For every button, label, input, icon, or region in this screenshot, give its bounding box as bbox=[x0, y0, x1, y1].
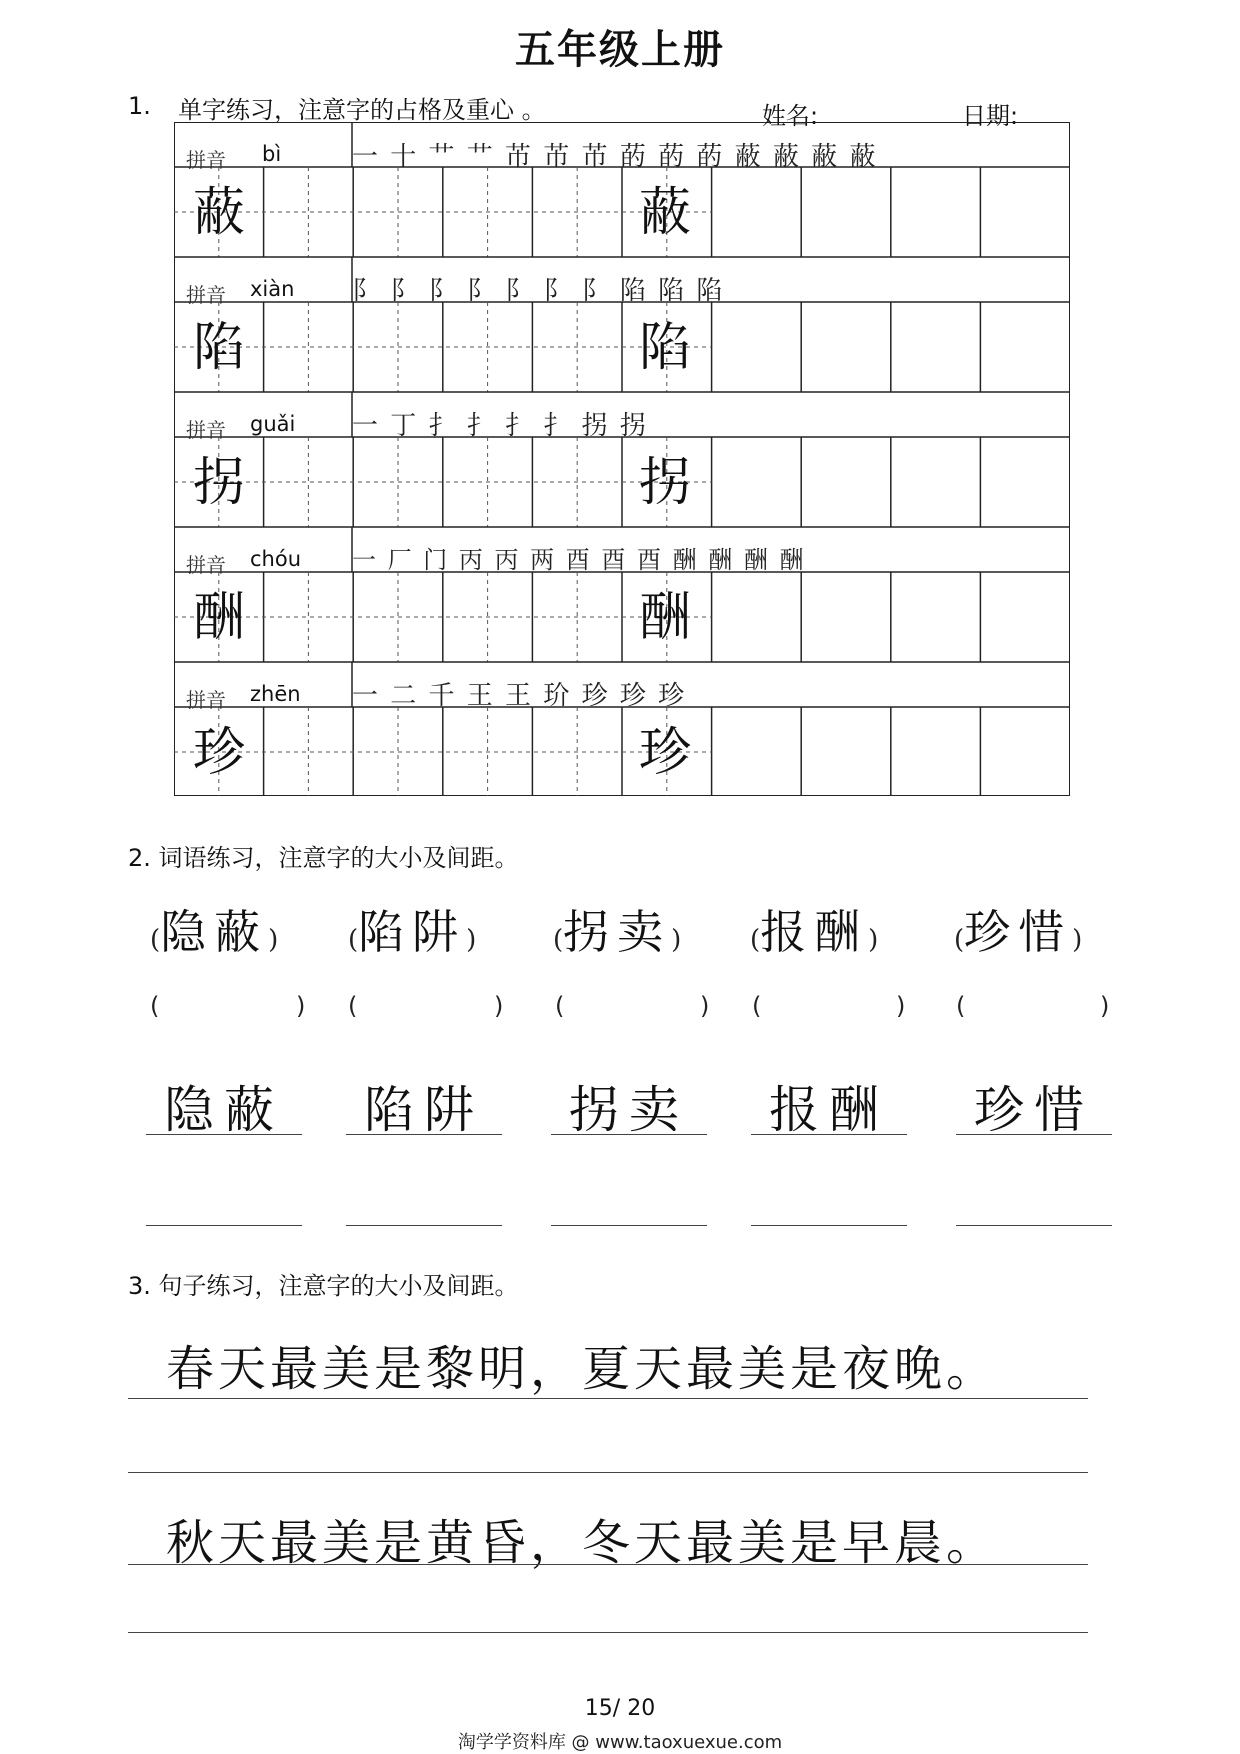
write-line[interactable] bbox=[346, 1225, 502, 1226]
blank-close-paren: ) bbox=[1100, 992, 1110, 1020]
pinyin-label: 拼音 bbox=[186, 283, 226, 307]
pinyin-label: 拼音 bbox=[186, 148, 226, 172]
copy-underline bbox=[146, 1134, 302, 1135]
date-label: 日期: bbox=[962, 102, 1019, 130]
open-paren: ( bbox=[553, 925, 564, 955]
pinyin-value: guǎi bbox=[250, 412, 296, 436]
pinyin-label: 拼音 bbox=[186, 418, 226, 442]
blank-close-paren: ) bbox=[494, 992, 504, 1020]
model-word bbox=[954, 896, 1082, 962]
trace-character: 拐 bbox=[638, 453, 691, 513]
write-line[interactable] bbox=[956, 1225, 1112, 1226]
model-character: 珍 bbox=[192, 723, 245, 783]
open-paren: ( bbox=[348, 925, 359, 955]
copy-underline bbox=[551, 1134, 707, 1135]
model-sentence: 秋天最美是黄昏，冬天最美是早晨。 bbox=[166, 1515, 999, 1571]
pinyin-label: 拼音 bbox=[186, 688, 226, 712]
blank-close-paren: ) bbox=[700, 992, 710, 1020]
copy-word: 陷阱 bbox=[364, 1081, 484, 1139]
trace-character: 酬 bbox=[638, 588, 691, 648]
trace-character: 陷 bbox=[638, 318, 691, 378]
write-line[interactable] bbox=[551, 1225, 707, 1226]
pinyin-value: bì bbox=[262, 142, 282, 166]
pinyin-label: 拼音 bbox=[186, 553, 226, 577]
open-paren: ( bbox=[150, 925, 161, 955]
close-paren: ) bbox=[868, 925, 879, 955]
page-title: 五年级上册 bbox=[515, 27, 725, 73]
blank-close-paren: ) bbox=[296, 992, 306, 1020]
blank-close-paren: ) bbox=[896, 992, 906, 1020]
blank-open-paren: ( bbox=[956, 992, 966, 1020]
page-number: 15/ 20 bbox=[584, 1696, 656, 1721]
trace-character: 蔽 bbox=[638, 183, 691, 243]
stroke-order: 一 厂 门 丙 丙 两 酉 酉 酉 酬 酬 酬 酬 bbox=[352, 546, 806, 574]
stroke-order: 一 十 艹 艹 芇 芇 芇 菂 菂 菂 蔽 蔽 蔽 蔽 bbox=[352, 142, 878, 172]
stroke-order: 一 二 千 王 王 玠 珍 珍 珍 bbox=[352, 681, 687, 711]
write-line[interactable] bbox=[751, 1225, 907, 1226]
blank-open-paren: ( bbox=[555, 992, 565, 1020]
copy-word: 隐蔽 bbox=[164, 1081, 284, 1139]
word-text: 拐卖 bbox=[563, 905, 672, 959]
word-text: 陷阱 bbox=[358, 905, 467, 959]
section1-number: 1. bbox=[128, 92, 151, 120]
trace-character: 珍 bbox=[638, 723, 691, 783]
model-word bbox=[348, 896, 476, 962]
word-text: 珍惜 bbox=[964, 905, 1073, 959]
pinyin-value: zhēn bbox=[250, 682, 301, 706]
sentence-underline bbox=[128, 1398, 1088, 1399]
model-character: 陷 bbox=[192, 318, 245, 378]
copy-underline bbox=[751, 1134, 907, 1135]
stroke-order: 一 丁 扌 扌 扌 扌 拐 拐 bbox=[352, 411, 648, 441]
pinyin-value: chóu bbox=[250, 547, 302, 571]
model-word bbox=[553, 896, 681, 962]
close-paren: ) bbox=[671, 925, 682, 955]
footer-watermark: 淘学学资料库 @ www.taoxuexue.com bbox=[457, 1732, 783, 1753]
word-text: 报酬 bbox=[760, 905, 869, 959]
copy-word: 珍惜 bbox=[974, 1081, 1094, 1139]
copy-underline bbox=[956, 1134, 1112, 1135]
blank-open-paren: ( bbox=[752, 992, 762, 1020]
word-text: 隐蔽 bbox=[160, 905, 269, 959]
section3-title: 3. 句子练习，注意字的大小及间距。 bbox=[128, 1272, 519, 1300]
close-paren: ) bbox=[268, 925, 279, 955]
section2-title: 2. 词语练习，注意字的大小及间距。 bbox=[128, 844, 519, 872]
model-character: 酬 bbox=[192, 588, 245, 648]
name-label: 姓名: bbox=[762, 102, 819, 130]
close-paren: ) bbox=[466, 925, 477, 955]
model-character: 蔽 bbox=[192, 183, 245, 243]
sentence-underline bbox=[128, 1564, 1088, 1565]
write-line[interactable] bbox=[146, 1225, 302, 1226]
copy-word: 报酬 bbox=[769, 1081, 889, 1139]
sentence-write-line[interactable] bbox=[128, 1632, 1088, 1633]
model-character: 拐 bbox=[192, 453, 245, 513]
character-practice-grid bbox=[174, 122, 1070, 796]
copy-underline bbox=[346, 1134, 502, 1135]
section1-instruction: 单字练习，注意字的占格及重心 。 bbox=[178, 96, 546, 124]
blank-open-paren: ( bbox=[150, 992, 160, 1020]
blank-open-paren: ( bbox=[348, 992, 358, 1020]
copy-word: 拐卖 bbox=[569, 1081, 689, 1139]
model-word bbox=[750, 896, 878, 962]
sentence-write-line[interactable] bbox=[128, 1472, 1088, 1473]
model-sentence: 春天最美是黎明，夏天最美是夜晚。 bbox=[166, 1341, 999, 1397]
model-word bbox=[150, 896, 278, 962]
close-paren: ) bbox=[1072, 925, 1083, 955]
pinyin-value: xiàn bbox=[250, 277, 295, 301]
stroke-order: 阝 阝 阝 阝 阝 阝 阝 陷 陷 陷 bbox=[352, 276, 725, 306]
open-paren: ( bbox=[750, 925, 761, 955]
open-paren: ( bbox=[954, 925, 965, 955]
